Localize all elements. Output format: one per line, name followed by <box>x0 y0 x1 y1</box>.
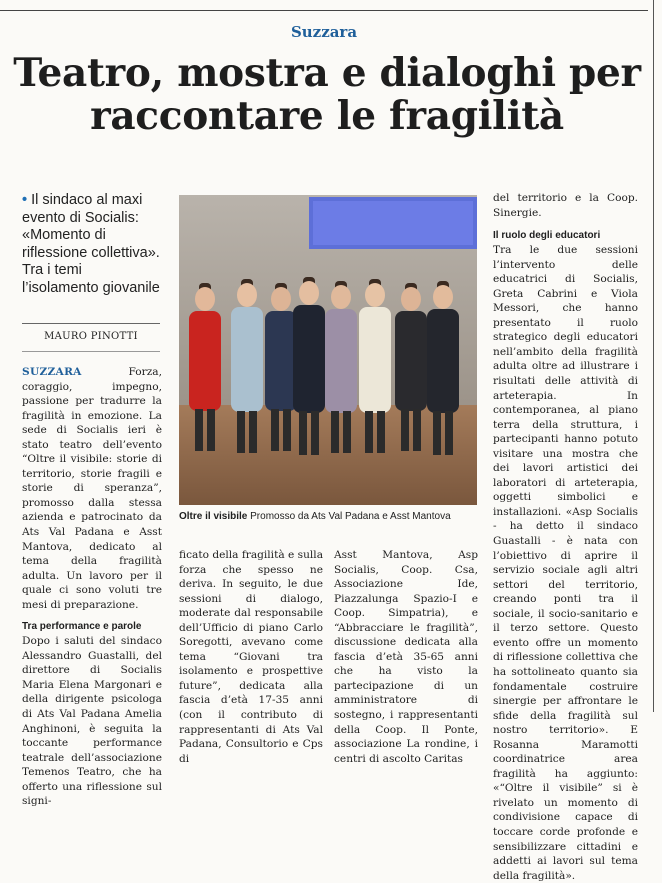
subhead: Tra performance e parole <box>22 621 142 633</box>
body-paragraph: Dopo i saluti del sindaco Alessandro Guastalli, del direttore di Socialis Maria Elena Margonari e della dirigente psicologa di Ats Val Padana Amelia Anghinoni, è seguita la toccante performance teatrale dell’associazione Temenos Teatro, che ha offerto una riflessione sul signi- <box>22 635 162 808</box>
caption-text: Promosso da Ats Val Padana e Asst Mantova <box>250 511 451 522</box>
article-column-1 <box>22 365 162 809</box>
group-photo <box>179 195 477 505</box>
intro-paragraph: Forza, coraggio, impegno, passione per tradurre la fragilità in emozione. La sede di Socialis ieri è stato teatro dell’evento “Oltre il visibile: storie di territorio, storie fragili e storie di speranza”, promosso dalla stessa azienda e patrocinato da Ats Val Padana e Asst Mantova, dedicato al tema della fragilità adulta. Un lavoro per il quale ci sono voluti tre mesi di preparazione. <box>22 366 162 611</box>
body-paragraph: ficato della fragilità e sulla forza che spesso ne deriva. In seguito, le due sessioni di dialogo, moderate dal responsabile dell’Ufficio di piano Carlo Soregotti, avevano come tema “Giovani tra isolamento e prospettive future”, dedicata alla fascia d’età 17-35 anni (con il contributo di rappresentanti di Ats Val Padana, Consultorio e Cps di <box>179 549 324 765</box>
top-rule <box>0 10 648 11</box>
byline-divider <box>22 351 160 352</box>
byline: MAURO PINOTTI <box>44 331 138 342</box>
deck-text: Il sindaco al maxi evento di Socialis: «Momento di riflessione collettiva». Tra i temi l’isolamento giovanile <box>22 192 160 296</box>
body-paragraph: del territorio e la Coop. Sinergie. <box>493 192 638 219</box>
body-paragraph: Tra le due sessioni l’intervento delle educatrici di Socialis, Greta Cabrini e Viola Messori, che hanno presentato il ruolo strategico degli educatori nell’ambito della fragilità adulta oltre ad illustrare i risultati delle attività di arteterapia. In contemporanea, al piano terra della struttura, i partecipanti hanno potuto visitare una mostra che dei lavori artistici dei laboratori di arteterapia, oggetti simbolici e installazioni. «Asp Socialis - ha detto il sindaco Guastalli - è nata con l’obiettivo di aprire il servizio sociale agli altri settori del territorio, creando ponti tra il sociale, il socio-sanitario e il terzo settore. Questo evento offre un momento di riflessione collettiva che ha sottolineato quanto sia fondamentale costruire sinergie per affrontare le sfide della fragilità sul nostro territorio». E Rosanna Maramotti coordinatrice area fragilità ha aggiunto: «“Oltre il visibile” si è rivelato un momento di condivisione capace di toccare corde profonde e sensibilizzare cittadini e addetti ai lavori sul tema della fragilità». <box>493 244 638 882</box>
bullet-icon: • <box>22 192 28 208</box>
section-kicker: Suzzara <box>290 23 358 41</box>
deck-divider <box>22 323 160 324</box>
dateline: SUZZARA <box>22 366 82 378</box>
subhead: Il ruolo degli educatori <box>493 230 601 242</box>
article-column-3 <box>334 548 478 766</box>
caption-title: Oltre il visibile <box>179 511 248 522</box>
article-column-4 <box>493 191 638 883</box>
article-column-2 <box>179 548 323 766</box>
deck <box>22 192 160 297</box>
body-paragraph: Asst Mantova, Asp Socialis, Coop. Csa, Associazione Ide, Piazzalunga Spazio-I e Coop. Simpatria), e “Abbracciare le fragilità”, discussione dedicata alla fascia d’età 35-65 anni che ha visto la partecipazione di un amministratore di sostegno, i rappresentanti della Coop. Il Ponte, associazione La rondine, i centri di ascolto Caritas <box>334 549 478 765</box>
photo-caption <box>179 510 479 523</box>
headline: Teatro, mostra e dialoghi per raccontare le fragilità <box>13 50 641 139</box>
